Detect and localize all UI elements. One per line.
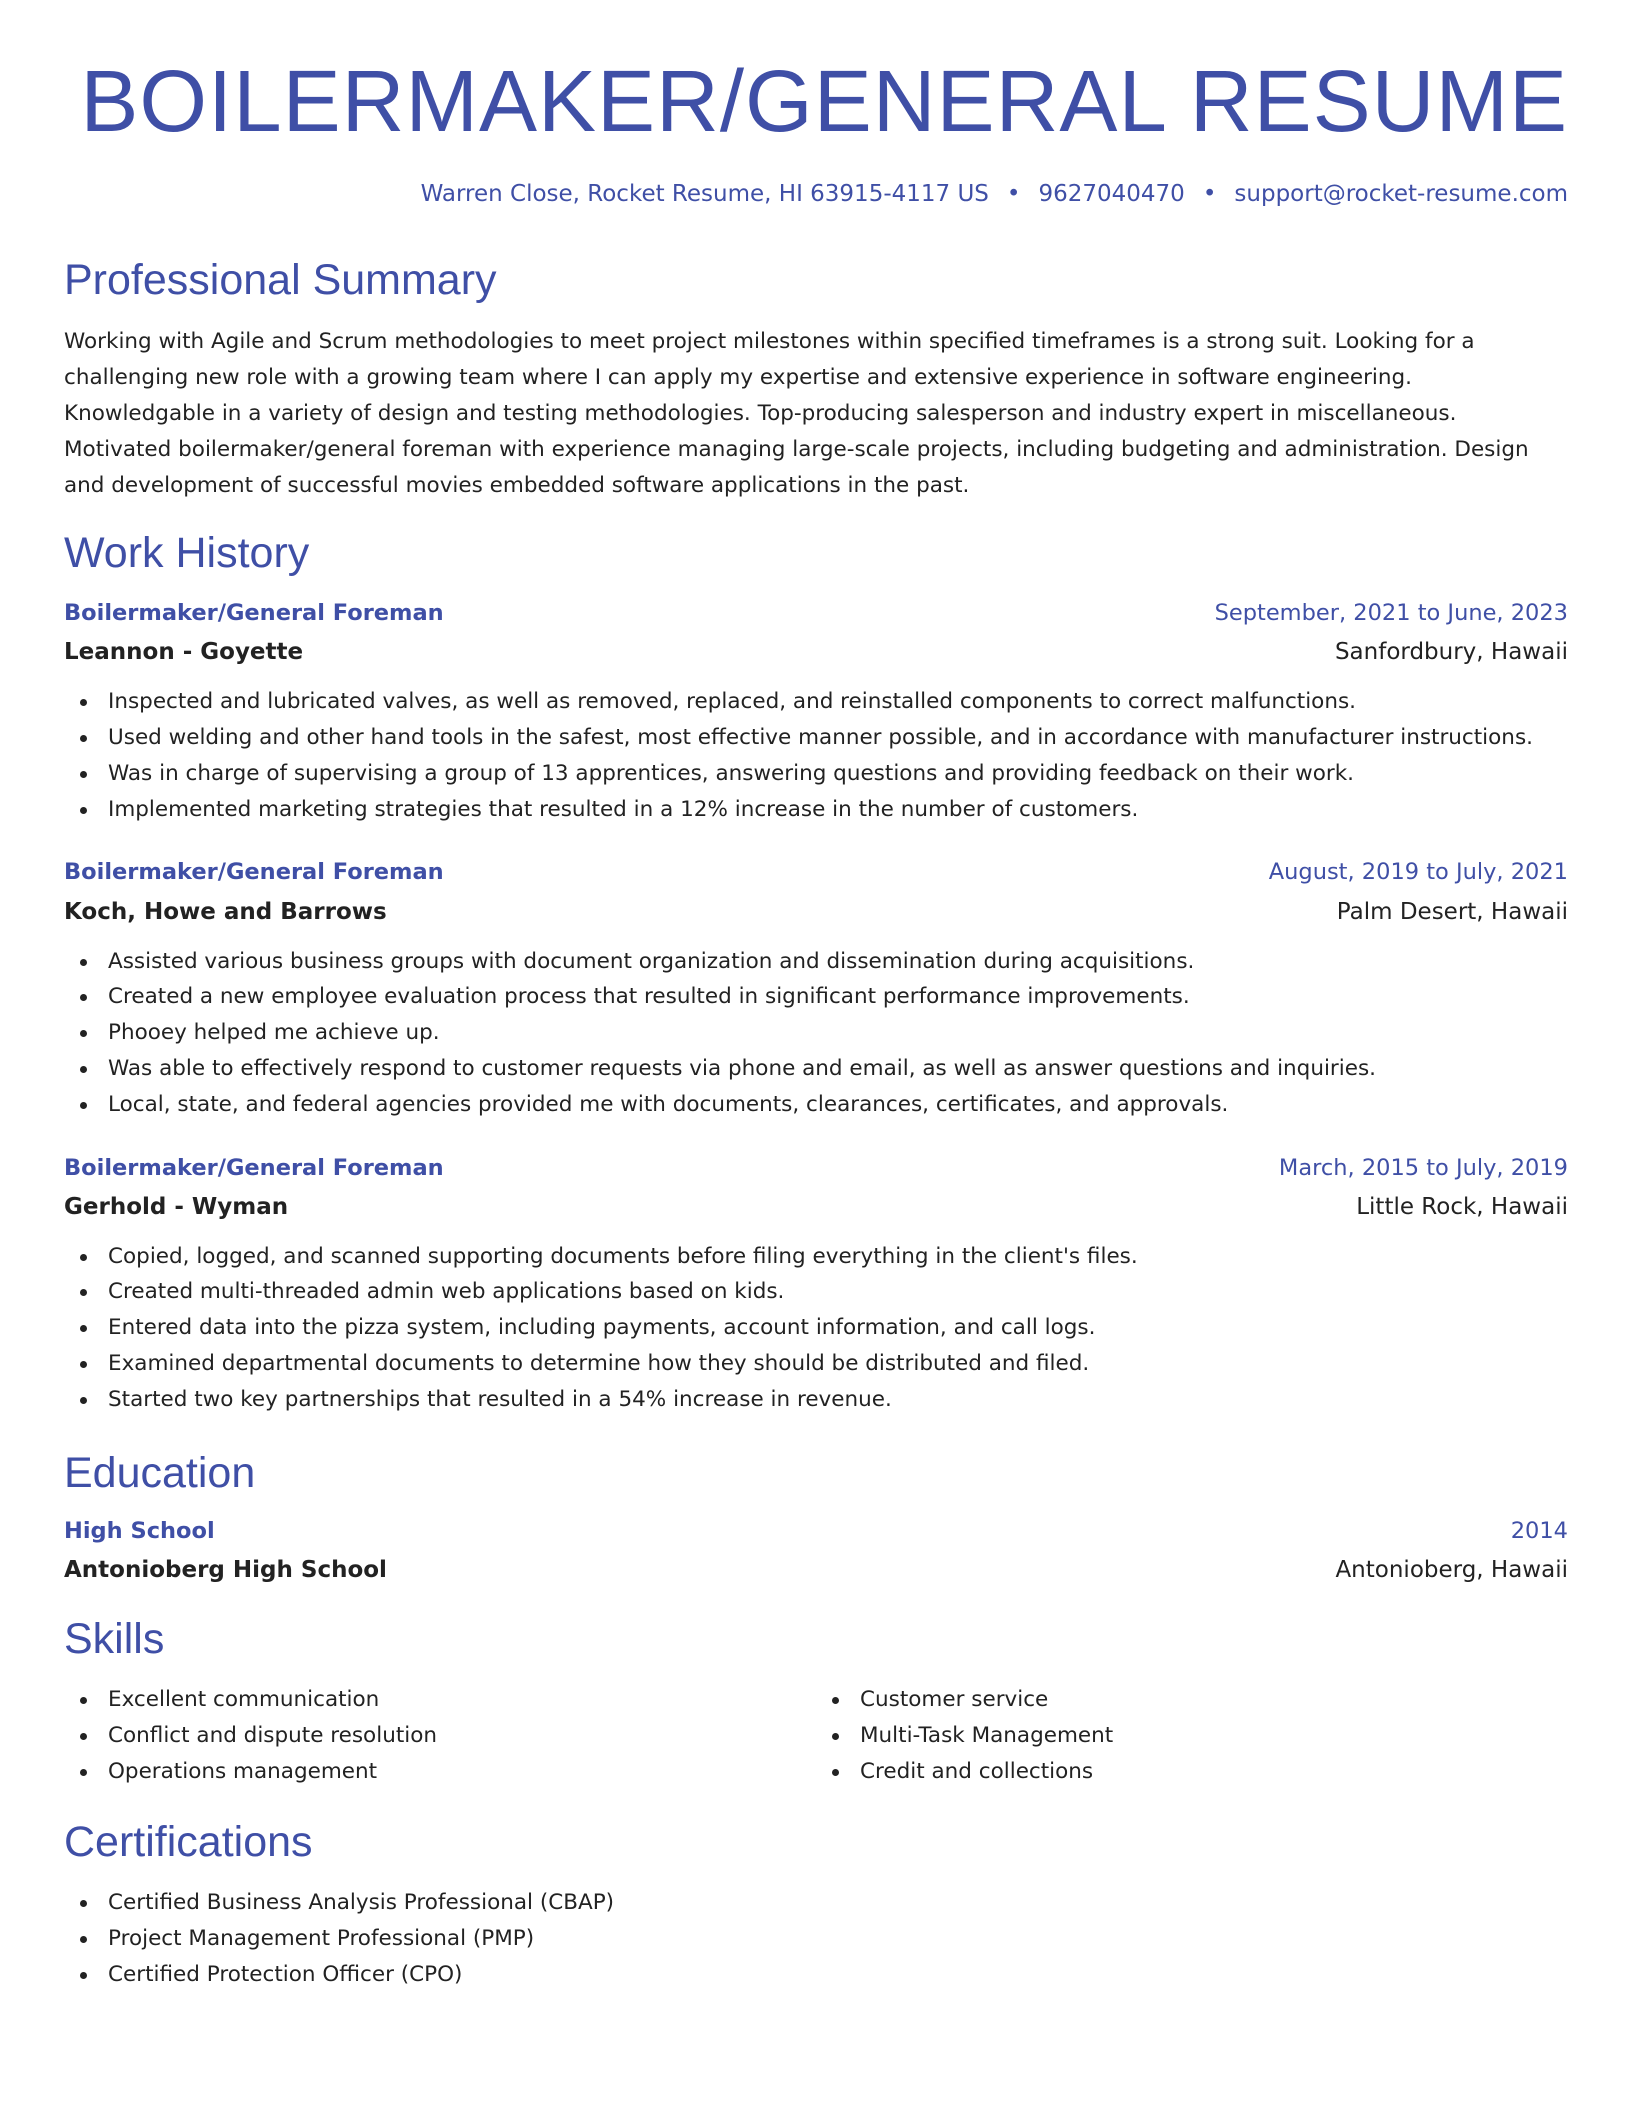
- skills-section: [64, 1614, 1568, 1789]
- skills-column-right: [816, 1682, 1568, 1789]
- list-item: Implemented marketing strategies that resulted in a 12% increase in the number of customers.: [64, 792, 1568, 828]
- job-entry: [64, 858, 1568, 1122]
- list-item: Was able to effectively respond to customer requests via phone and email, as well as answer questions and inquiries.: [64, 1051, 1568, 1087]
- work-history-section: [64, 528, 1568, 1417]
- list-item: Used welding and other hand tools in the safest, most effective manner possible, and in accordance with manufacturer instructions.: [64, 720, 1568, 756]
- job-dates: August, 2019 to July, 2021: [1268, 859, 1568, 886]
- contact-line: [64, 180, 1568, 210]
- contact-separator: •: [1202, 181, 1217, 207]
- skill-item: Excellent communication: [64, 1682, 816, 1718]
- professional-summary-section: [64, 255, 1568, 504]
- certification-item: Certified Protection Officer (CPO): [64, 1957, 1568, 1993]
- certifications-list: [64, 1885, 1568, 1992]
- skills-grid: [64, 1682, 1568, 1789]
- contact-address: Warren Close, Rocket Resume, HI 63915-4117 US: [420, 181, 989, 207]
- certifications-section: [64, 1817, 1568, 1992]
- certification-item: Project Management Professional (PMP): [64, 1921, 1568, 1957]
- list-item: Was in charge of supervising a group of 13 apprentices, answering questions and providing feedback on their work.: [64, 756, 1568, 792]
- list-item: Started two key partnerships that resulted in a 54% increase in revenue.: [64, 1382, 1568, 1418]
- job-title: Boilermaker/General Foreman: [64, 600, 444, 627]
- resume-title: BOILERMAKER/GENERAL RESUME: [80, 53, 1568, 150]
- section-heading: Professional Summary: [64, 255, 497, 304]
- list-item: Assisted various business groups with document organization and dissemination during acquisitions.: [64, 944, 1568, 980]
- job-bullets: [64, 944, 1568, 1123]
- skill-item: Credit and collections: [816, 1754, 1568, 1790]
- section-heading: Skills: [64, 1615, 165, 1664]
- list-item: Created multi-threaded admin web applications based on kids.: [64, 1274, 1568, 1310]
- education-section: [64, 1448, 1568, 1587]
- skill-item: Customer service: [816, 1682, 1568, 1718]
- certification-item: Certified Business Analysis Professional (CBAP): [64, 1885, 1568, 1921]
- job-entry: [64, 1154, 1568, 1418]
- contact-separator: •: [1006, 181, 1021, 207]
- job-company: Leannon - Goyette: [64, 639, 304, 666]
- section-heading: Work History: [64, 529, 310, 578]
- job-location: Palm Desert, Hawaii: [1336, 898, 1568, 925]
- job-company: Koch, Howe and Barrows: [64, 898, 387, 925]
- education-location: Antonioberg, Hawaii: [1335, 1557, 1568, 1584]
- section-heading: Education: [64, 1448, 256, 1497]
- contact-email: support@rocket-resume.com: [1234, 181, 1568, 207]
- job-dates: September, 2021 to June, 2023: [1214, 600, 1568, 627]
- list-item: Entered data into the pizza system, including payments, account information, and call logs.: [64, 1310, 1568, 1346]
- job-company: Gerhold - Wyman: [64, 1193, 289, 1220]
- skill-item: Multi-Task Management: [816, 1718, 1568, 1754]
- job-bullets: [64, 1239, 1568, 1418]
- job-dates: March, 2015 to July, 2019: [1278, 1154, 1568, 1181]
- list-item: Inspected and lubricated valves, as well as removed, replaced, and reinstalled components to correct malfunctions.: [64, 684, 1568, 720]
- skill-item: Conflict and dispute resolution: [64, 1718, 816, 1754]
- job-location: Sanfordbury, Hawaii: [1334, 639, 1568, 666]
- contact-phone: 9627040470: [1038, 181, 1185, 207]
- education-degree: High School: [64, 1518, 215, 1545]
- list-item: Local, state, and federal agencies provided me with documents, clearances, certificates, and approvals.: [64, 1087, 1568, 1123]
- job-location: Little Rock, Hawaii: [1356, 1193, 1568, 1220]
- list-item: Created a new employee evaluation process that resulted in significant performance improvements.: [64, 979, 1568, 1015]
- job-title: Boilermaker/General Foreman: [64, 1154, 444, 1181]
- job-bullets: [64, 684, 1568, 827]
- education-year: 2014: [1510, 1518, 1568, 1545]
- job-title: Boilermaker/General Foreman: [64, 859, 444, 886]
- job-entry: [64, 599, 1568, 827]
- skills-column-left: [64, 1682, 816, 1789]
- section-heading: Certifications: [64, 1818, 313, 1867]
- list-item: Examined departmental documents to determine how they should be distributed and filed.: [64, 1346, 1568, 1382]
- list-item: Copied, logged, and scanned supporting documents before filing everything in the client's files.: [64, 1239, 1568, 1275]
- summary-text: Working with Agile and Scrum methodologies to meet project milestones within specified timeframes is a strong suit. Looking for a challenging new role with a growing team where I can apply my expertise and extensive experience in software engineering. Knowledgable in a variety of design and testing methodologies. Top-producing salesperson and industry expert in miscellaneous. Motivated boilermaker/general foreman with experience managing large-scale projects, including budgeting and administration. Design and development of successful movies embedded software applications in the past.: [64, 329, 1529, 498]
- list-item: Phooey helped me achieve up.: [64, 1015, 1568, 1051]
- education-school: Antonioberg High School: [64, 1557, 387, 1584]
- education-entry: [64, 1517, 1568, 1586]
- skill-item: Operations management: [64, 1754, 816, 1790]
